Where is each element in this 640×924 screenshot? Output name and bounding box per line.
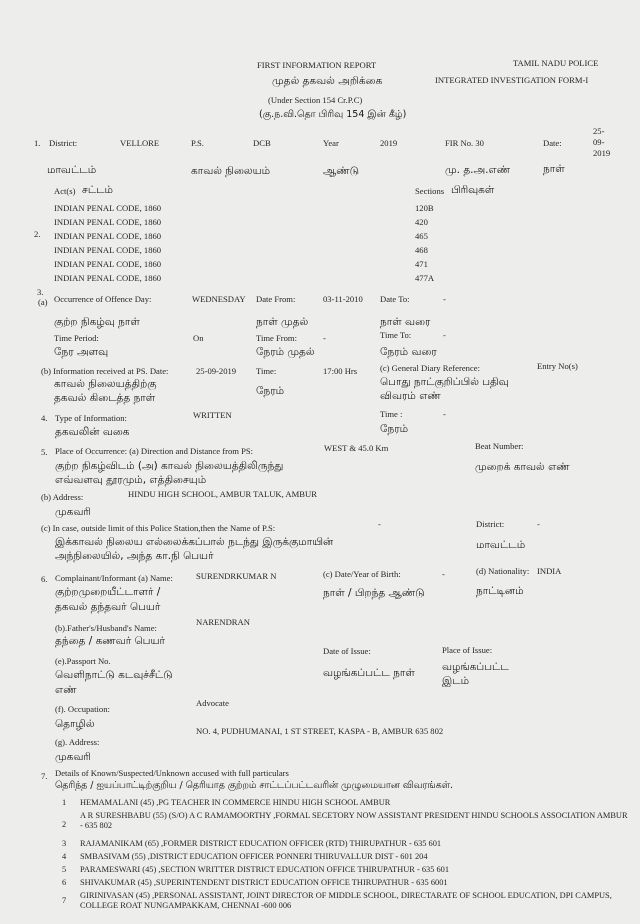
- occupation-label: (f). Occupation:: [55, 704, 110, 714]
- father-name-value: NARENDRAN: [196, 617, 250, 627]
- date-from-label: Date From:: [256, 294, 296, 304]
- accused-item: [62, 798, 632, 811]
- date-to-tamil: நாள் வரை: [380, 316, 431, 328]
- ps-value: DCB: [253, 138, 271, 148]
- accused-item: [62, 891, 632, 915]
- accused-number: 3: [62, 839, 67, 848]
- org-name: TAMIL NADU POLICE: [513, 58, 599, 68]
- form-name: INTEGRATED INVESTIGATION FORM-I: [435, 75, 589, 85]
- district-value: VELLORE: [120, 138, 160, 148]
- place-address-label: (b) Address:: [41, 492, 84, 502]
- dob-tamil: நாள் / பிறந்த ஆண்டு: [323, 587, 425, 599]
- time-from-label: Time From:: [256, 333, 297, 343]
- act-6: INDIAN PENAL CODE, 1860: [54, 273, 162, 283]
- act-3: INDIAN PENAL CODE, 1860: [54, 231, 162, 241]
- date-to-value: -: [443, 294, 446, 304]
- accused-details: HEMAMALANI (45) ,PG TEACHER IN COMMERCE HINDU HIGH SCHOOL AMBUR: [80, 798, 391, 807]
- complainant-name-value: SURENDRKUMAR N: [196, 571, 277, 581]
- district-label-tamil: மாவட்டம்: [47, 164, 97, 176]
- beat-number-tamil: முறைக் காவல் எண்: [475, 461, 570, 473]
- date-of-issue-tamil: வழங்கப்பட்ட நாள்: [323, 667, 415, 679]
- section-5: 471: [415, 259, 428, 269]
- date-month: 09-: [593, 137, 605, 147]
- accused-item: [62, 839, 632, 852]
- section-6: 477A: [415, 273, 435, 283]
- item-number-3: 3.: [37, 287, 44, 297]
- accused-details: RAJAMANIKAM (65) ,FORMER DISTRICT EDUCATION OFFICER (RTD) THIRUPATHUR - 635 601: [80, 839, 442, 848]
- section-1: 120B: [415, 203, 434, 213]
- general-diary-label: (c) General Diary Reference:: [380, 363, 480, 373]
- info-received-tamil-2: தகவல் கிடைத்த நாள்: [54, 392, 156, 404]
- info-type-label: Type of Information:: [55, 413, 127, 423]
- report-section: (Under Section 154 Cr.P.C): [268, 95, 363, 105]
- accused-number: 1: [62, 798, 67, 807]
- nationality-tamil: நாட்டினம்: [476, 585, 524, 597]
- place-of-issue-tamil-1: வழங்கப்பட்ட: [442, 661, 509, 673]
- item-number-1: 1.: [34, 138, 41, 148]
- accused-details-tamil: தெரிந்த / ஐயப்பாட்டிற்குறிய / தெரியாத குற்றம் சாட்டப்பட்டவரின் முழுமையான விவரங்கள்.: [55, 780, 454, 791]
- date-of-issue-label: Date of Issue:: [323, 646, 371, 656]
- accused-item: [62, 865, 632, 878]
- section-3: 465: [415, 231, 428, 241]
- outside-district-label: District:: [476, 519, 505, 529]
- report-title: FIRST INFORMATION REPORT: [257, 60, 377, 70]
- general-diary-tamil-1: பொது நாட்குறிப்பில் பதிவு: [380, 376, 509, 388]
- general-diary-tamil-2: விவரம் எண்: [380, 390, 441, 402]
- date-to-label: Date To:: [380, 294, 410, 304]
- section-2: 420: [415, 217, 428, 227]
- father-name-tamil: தந்தை / கணவர் பெயர்: [55, 635, 165, 647]
- acts-label: Act(s): [54, 186, 76, 196]
- accused-details: SMBASIVAM (55) ,DISTRICT EDUCATION OFFICER PONNERI THIRUVALLUR DIST - 601 204: [80, 852, 428, 861]
- act-5: INDIAN PENAL CODE, 1860: [54, 259, 162, 269]
- year-label: Year: [323, 138, 339, 148]
- place-address-tamil: முகவரி: [55, 506, 91, 518]
- act-4: INDIAN PENAL CODE, 1860: [54, 245, 162, 255]
- time-from-value: -: [323, 333, 326, 343]
- sections-label: Sections: [415, 186, 445, 196]
- nationality-value: INDIA: [537, 566, 562, 576]
- passport-tamil-2: எண்: [55, 684, 77, 696]
- accused-item: [62, 852, 632, 865]
- occupation-value: Advocate: [196, 698, 229, 708]
- date-from-value: 03-11-2010: [323, 294, 363, 304]
- beat-number-label: Beat Number:: [475, 441, 524, 451]
- outside-district-tamil: மாவட்டம்: [476, 539, 526, 551]
- date-year: 2019: [593, 148, 611, 158]
- ps-label: P.S.: [191, 138, 204, 148]
- item-number-2: 2.: [34, 229, 41, 239]
- time-to-label: Time To:: [380, 330, 412, 340]
- info-received-date: 25-09-2019: [196, 366, 237, 376]
- accused-list: [62, 798, 632, 915]
- info-time-label: Time:: [256, 366, 277, 376]
- info-time-tamil: நேரம்: [256, 385, 285, 397]
- accused-item: [62, 811, 632, 839]
- act-2: INDIAN PENAL CODE, 1860: [54, 217, 162, 227]
- father-name-label: (b).Father's/Husband's Name:: [55, 623, 157, 633]
- act-1: INDIAN PENAL CODE, 1860: [54, 203, 162, 213]
- occurrence-day-label: Occurrence of Offence Day:: [54, 294, 152, 304]
- report-section-tamil: (கு.ந.வி.தொ பிரிவு 154 இன் கீழ்): [259, 109, 407, 120]
- gd-time-label: Time :: [380, 409, 403, 419]
- accused-number: 4: [62, 852, 67, 861]
- sections-label-tamil: பிரிவுகள்: [451, 184, 495, 196]
- time-period-label: Time Period:: [54, 333, 99, 343]
- place-address-value: HINDU HIGH SCHOOL, AMBUR TALUK, AMBUR: [128, 489, 317, 499]
- time-period-value: On: [193, 333, 204, 343]
- district-label: District:: [49, 138, 78, 148]
- gd-time-tamil: நேரம்: [380, 423, 409, 435]
- complainant-name-tamil-2: தகவல் தந்தவர் பெயர்: [55, 601, 161, 613]
- accused-number: 5: [62, 865, 67, 874]
- accused-details: A R SURESHBABU (55) (S/O) A C RAMAMOORTHY ,FORMAL SECETORY NOW ASSISTANT PRESIDENT HINDU SCHOOLS ASSOCIATION AMBUR - 635 802: [80, 811, 628, 830]
- complainant-address-value: NO. 4, PUDHUMANAI, 1 ST STREET, KASPA - B, AMBUR 635 802: [196, 726, 444, 736]
- section-4: 468: [415, 245, 428, 255]
- place-direction-label: Place of Occurrence: (a) Direction and Distance from PS:: [55, 446, 254, 456]
- place-of-issue-label: Place of Issue:: [442, 645, 493, 655]
- accused-item: [62, 878, 632, 891]
- outside-district-value: -: [537, 519, 540, 529]
- nationality-label: (d) Nationality:: [476, 566, 530, 576]
- dob-label: (c) Date/Year of Birth:: [323, 569, 401, 579]
- time-period-tamil: நேர அளவு: [54, 346, 109, 358]
- complainant-name-tamil-1: குற்றமுறையீட்டாளர் /: [55, 586, 161, 598]
- occurrence-day-tamil: குற்ற நிகழ்வு நாள்: [54, 316, 140, 328]
- item-number-6: 6.: [41, 574, 48, 584]
- date-from-tamil: நாள் முதல்: [256, 316, 309, 328]
- place-direction-tamil-1: குற்ற நிகழ்விடம் (அ) காவல் நிலையத்திலிருந்து: [55, 460, 284, 472]
- info-received-label: (b) Information received at PS. Date:: [41, 366, 169, 376]
- occupation-tamil: தொழில்: [55, 718, 95, 730]
- item-number-7: 7.: [41, 771, 48, 781]
- complainant-address-tamil: முகவரி: [55, 751, 91, 763]
- year-label-tamil: ஆண்டு: [323, 165, 360, 177]
- place-direction-tamil-2: எவ்வளவு தூரமும், எத்திசையும்: [55, 474, 207, 486]
- accused-number: 2: [62, 820, 67, 829]
- info-received-tamil-1: காவல் நிலையத்திற்கு: [54, 378, 157, 390]
- fir-number: FIR No. 30: [445, 138, 484, 148]
- time-to-value: -: [443, 330, 446, 340]
- info-type-tamil: தகவலின் வகை: [55, 426, 130, 438]
- place-of-issue-tamil-2: இடம்: [442, 675, 470, 687]
- accused-details: GIRINIVASAN (45) ,PERSONAL ASSISTANT, JOINT DIRECTOR OF MIDDLE SCHOOL, DIRECTARATE OF SCHOOL EDUCATION, DPI CAMPUS, COLLEGE ROAT NUNGAMPAKKAM, CHENNAI -600 006: [80, 891, 612, 910]
- accused-number: 6: [62, 878, 67, 887]
- complainant-name-label: Complainant/Informant (a) Name:: [55, 573, 173, 583]
- date-day: 25-: [593, 126, 605, 136]
- passport-tamil-1: வெளிநாட்டு கடவுச்சீட்டு: [55, 669, 173, 681]
- ps-label-tamil: காவல் நிலையம்: [191, 165, 271, 177]
- accused-details-label: Details of Known/Suspected/Unknown accused with full particulars: [55, 768, 289, 778]
- complainant-address-label: (g). Address:: [55, 737, 100, 747]
- date-label: Date:: [543, 138, 562, 148]
- acts-label-tamil: சட்டம்: [82, 184, 113, 196]
- outside-ps-label: (c) In case, outside limit of this Police Station,then the Name of P.S:: [41, 523, 276, 533]
- dob-value: -: [442, 569, 445, 579]
- info-time-value: 17:00 Hrs: [323, 366, 358, 376]
- date-label-tamil: நாள்: [543, 163, 565, 175]
- outside-ps-tamil-2: அந்நிலையில், அந்த கா.நி பெயர்: [55, 550, 214, 562]
- info-type-value: WRITTEN: [193, 410, 232, 420]
- time-to-tamil: நேரம் வரை: [380, 346, 437, 358]
- item-number-4: 4.: [41, 413, 48, 423]
- accused-details: PARAMESWARI (45) ,SECTION WRITTER DISTRICT EDUCATION OFFICE THIRUPATHUR - 635 601: [80, 865, 450, 874]
- outside-ps-tamil-1: இக்காவல் நிலைய எல்லைக்கப்பால் நடந்து இருக்குமாயின்: [55, 536, 334, 548]
- outside-ps-value: -: [378, 519, 381, 529]
- year-value: 2019: [380, 138, 398, 148]
- fir-label-tamil: மு. த.அ.எண்: [445, 164, 511, 176]
- accused-number: 7: [62, 896, 67, 905]
- accused-details: SHIVAKUMAR (45) ,SUPERINTENDENT DISTRICT EDUCATION OFFICE THIRUPATHUR - 635 6001: [80, 878, 448, 887]
- item-number-5: 5.: [41, 447, 48, 457]
- item-3-sub-a: (a): [38, 297, 48, 307]
- occurrence-day-value: WEDNESDAY: [192, 294, 246, 304]
- place-direction-value: WEST & 45.0 Km: [324, 443, 389, 453]
- report-title-tamil: முதல் தகவல் அறிக்கை: [272, 75, 383, 87]
- time-from-tamil: நேரம் முதல்: [256, 346, 315, 358]
- entry-no-label: Entry No(s): [537, 361, 578, 371]
- passport-label: (e).Passport No.: [55, 656, 111, 666]
- gd-time-value: -: [443, 409, 446, 419]
